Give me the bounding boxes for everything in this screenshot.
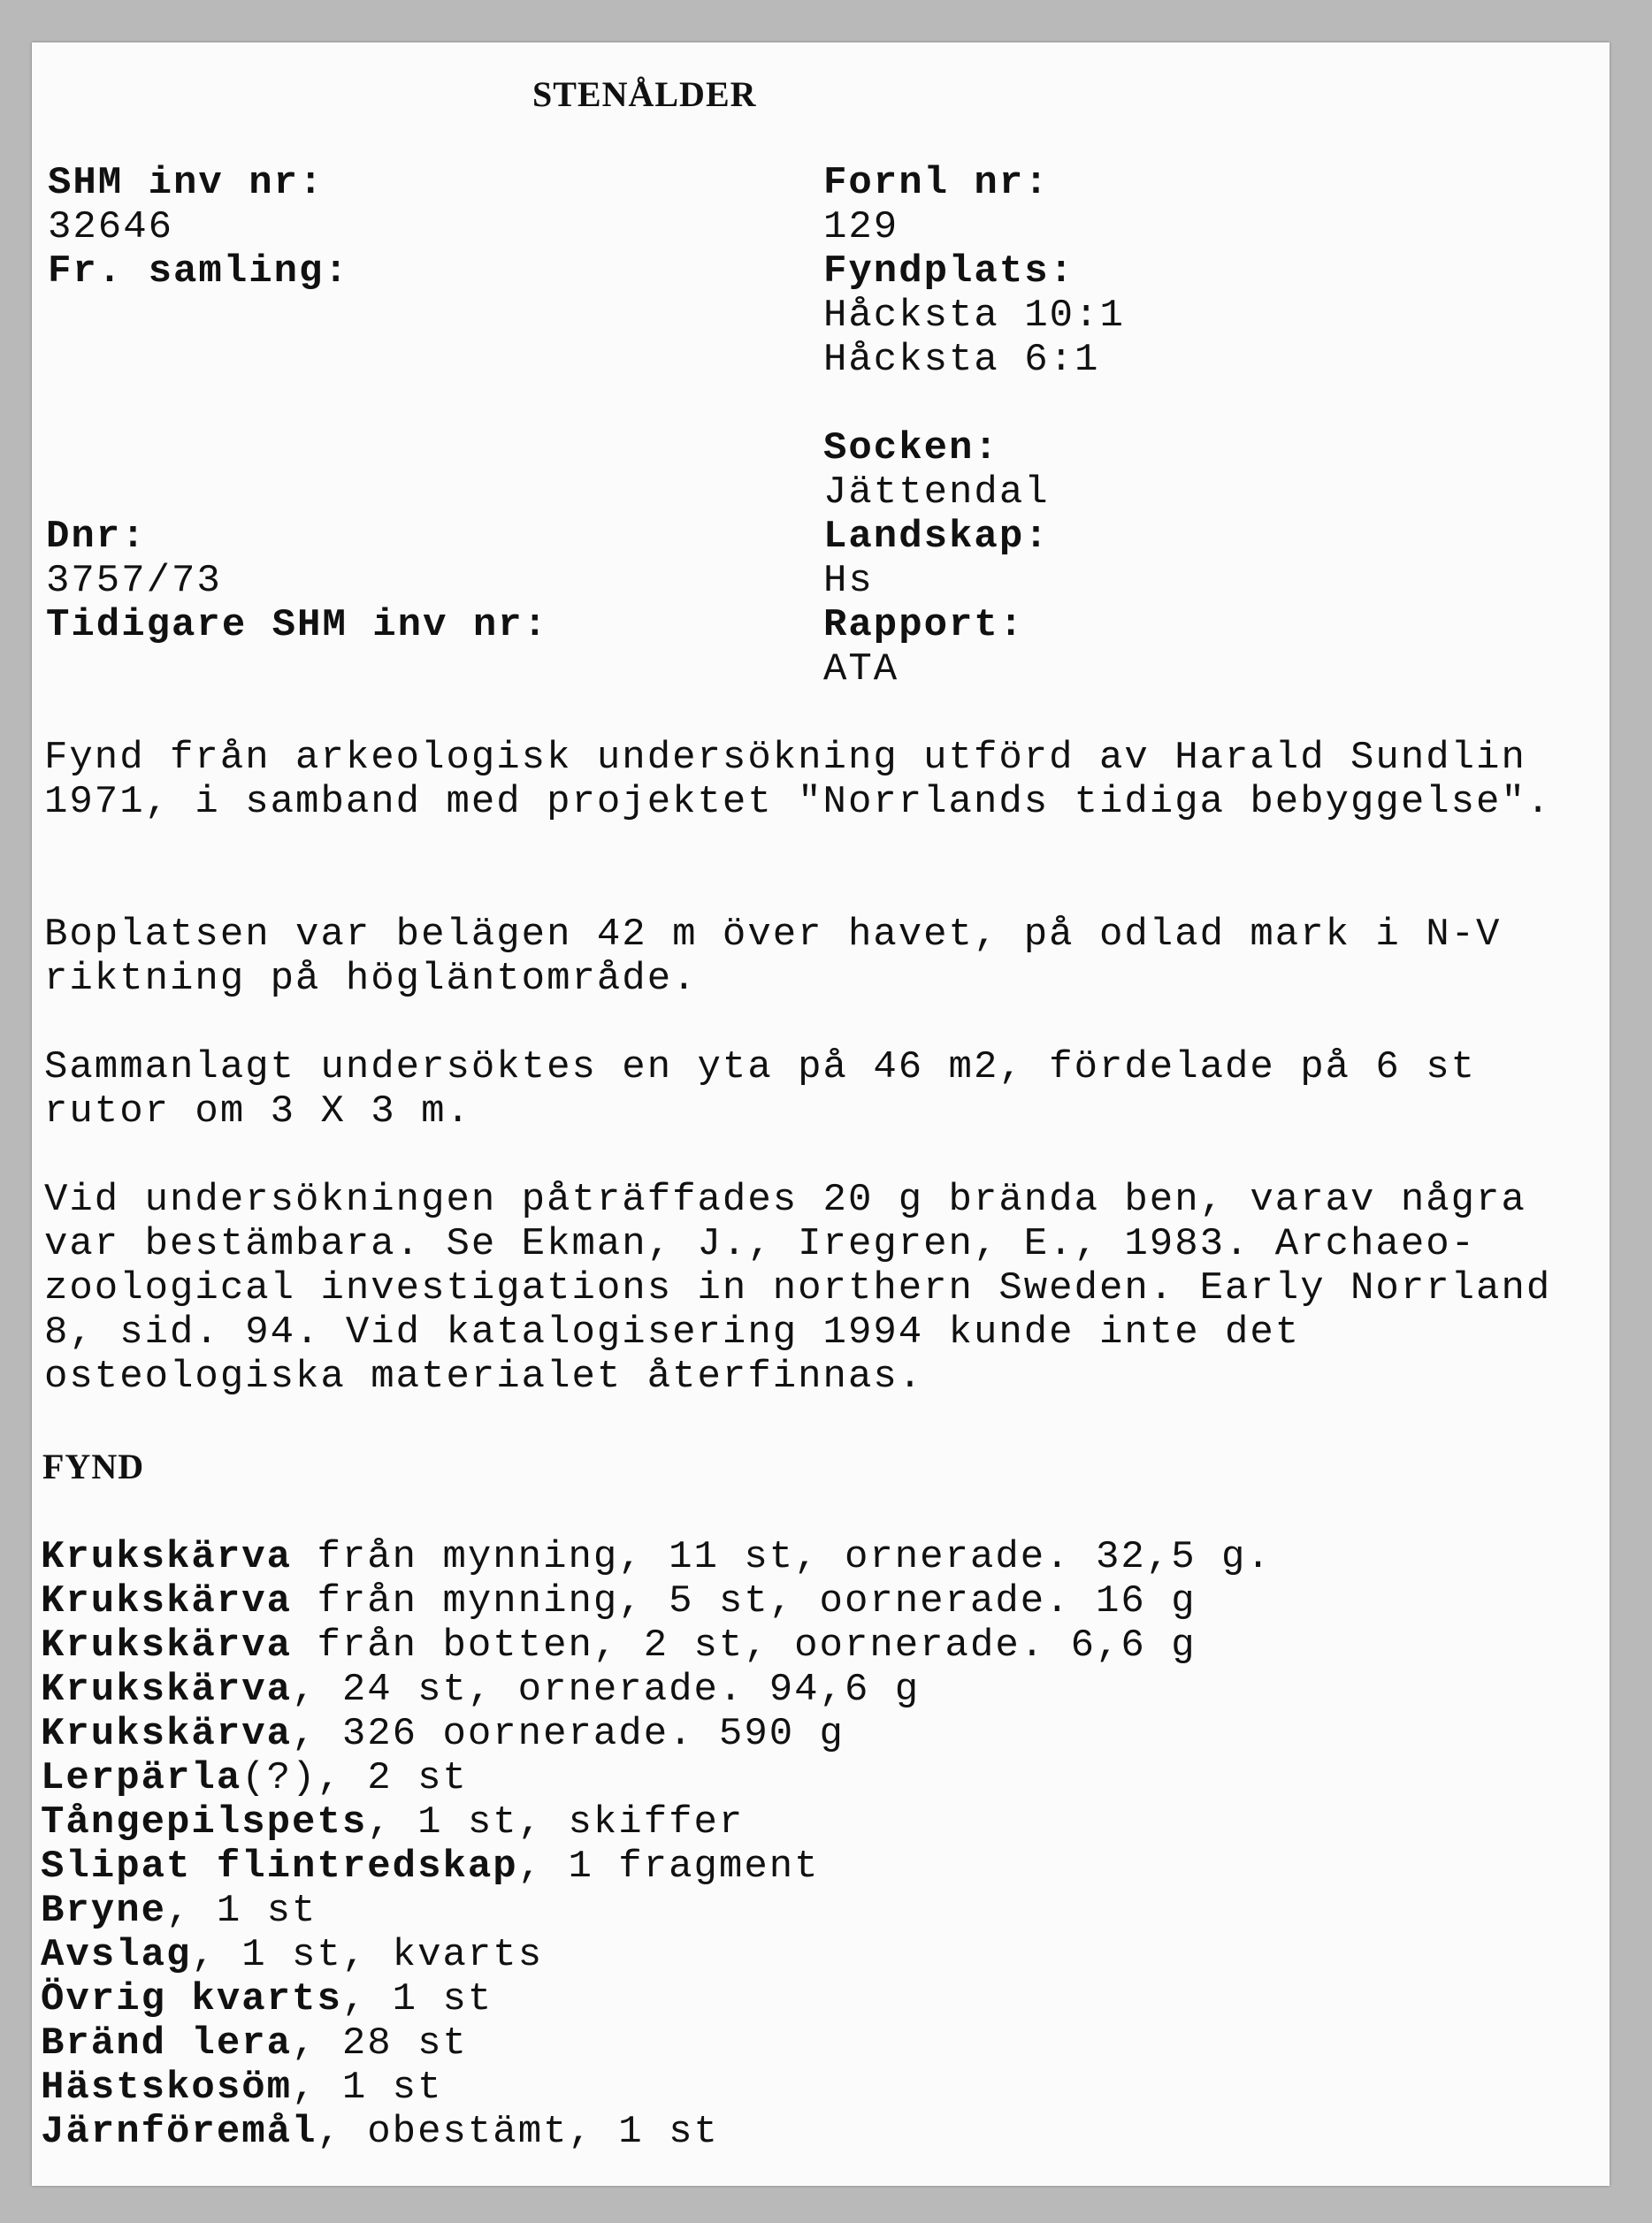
dnr-label: Dnr: (46, 515, 147, 559)
find-name: Tångepilspets (41, 1800, 368, 1845)
paragraph-bones: Vid undersökningen påträffades 20 g brända ben, varav några var bestämbara. Se Ekman, J., Iregren, E., 1983. Archaeo-zoological investigations in northern Sweden. Early Norrland 8, sid. 94. Vid katalogisering 1994 kunde inte det osteologiska materialet återfinnas. (44, 1178, 1552, 1399)
fornl-nr-label: Fornl nr: (823, 161, 1050, 205)
find-name: Slipat flintredskap (41, 1845, 518, 1889)
paragraph-area: Sammanlagt undersöktes en yta på 46 m2, fördelade på 6 st rutor om 3 X 3 m. (44, 1045, 1477, 1134)
find-item (41, 1933, 1272, 1977)
find-desc: (?), 2 st (241, 1756, 468, 1800)
find-desc: , 24 st, ornerade. 94,6 g (292, 1668, 921, 1712)
find-desc: , 1 st (341, 1977, 493, 2021)
find-desc: , 28 st (292, 2021, 468, 2066)
paragraph-site-location: Boplatsen var belägen 42 m över havet, på odlad mark i N-V riktning på högläntområde. (44, 913, 1502, 1001)
dnr-value: 3757/73 (46, 559, 222, 603)
landskap-label: Landskap: (823, 515, 1050, 559)
rapport-label: Rapport: (823, 603, 1025, 647)
landskap-value: Hs (823, 559, 874, 603)
find-item (41, 2066, 1272, 2110)
fyndplats-value-1: Håcksta 10:1 (823, 294, 1125, 338)
paragraph-excavation: Fynd från arkeologisk undersökning utförd av Harald Sundlin 1971, i samband med projektet "Norrlands tidiga bebyggelse". (44, 736, 1552, 824)
find-desc: , 1 st (166, 1889, 317, 1933)
find-name: Avslag (41, 1933, 192, 1977)
find-name: Krukskärva (41, 1623, 293, 1668)
find-desc: från mynning, 11 st, ornerade. 32,5 g. (292, 1535, 1272, 1579)
find-item (41, 1623, 1272, 1668)
find-item (41, 1756, 1272, 1800)
card-title: STENÅLDER (532, 74, 757, 114)
find-item (41, 1712, 1272, 1756)
find-name: Krukskärva (41, 1712, 293, 1756)
find-name: Övrig kvarts (41, 1977, 342, 2021)
find-item (41, 1977, 1272, 2021)
find-item (41, 1579, 1272, 1623)
find-item (41, 1845, 1272, 1889)
socken-label: Socken: (823, 426, 999, 470)
find-item (41, 1800, 1272, 1845)
fynd-heading: FYND (42, 1447, 145, 1486)
find-item (41, 1535, 1272, 1579)
socken-value: Jättendal (823, 470, 1050, 515)
find-desc: , obestämt, 1 st (317, 2110, 719, 2154)
find-item (41, 2021, 1272, 2066)
find-desc: , 1 st, skiffer (367, 1800, 745, 1845)
find-item (41, 1668, 1272, 1712)
find-name: Krukskärva (41, 1535, 293, 1579)
find-item (41, 1889, 1272, 1933)
rapport-value: ATA (823, 647, 899, 691)
find-name: Hästskosöm (41, 2066, 293, 2110)
find-item (41, 2110, 1272, 2154)
find-name: Bryne (41, 1889, 167, 1933)
tidigare-shm-label: Tidigare SHM inv nr: (46, 603, 549, 647)
find-desc: från mynning, 5 st, oornerade. 16 g (292, 1579, 1197, 1623)
find-name: Lerpärla (41, 1756, 242, 1800)
find-desc: , 326 oornerade. 590 g (292, 1712, 845, 1756)
finds-list (41, 1535, 1272, 2154)
fornl-nr-value: 129 (823, 205, 899, 249)
fyndplats-value-2: Håcksta 6:1 (823, 338, 1100, 382)
find-name: Krukskärva (41, 1668, 293, 1712)
shm-inv-nr-value: 32646 (48, 205, 174, 249)
find-name: Järnföremål (41, 2110, 317, 2154)
fr-samling-label: Fr. samling: (48, 249, 349, 294)
shm-inv-nr-label: SHM inv nr: (48, 161, 325, 205)
find-desc: från botten, 2 st, oornerade. 6,6 g (292, 1623, 1197, 1668)
find-name: Bränd lera (41, 2021, 293, 2066)
find-desc: , 1 st (292, 2066, 443, 2110)
find-name: Krukskärva (41, 1579, 293, 1623)
catalog-card (32, 42, 1610, 2186)
find-desc: , 1 fragment (517, 1845, 820, 1889)
find-desc: , 1 st, kvarts (191, 1933, 544, 1977)
fyndplats-label: Fyndplats: (823, 249, 1075, 294)
